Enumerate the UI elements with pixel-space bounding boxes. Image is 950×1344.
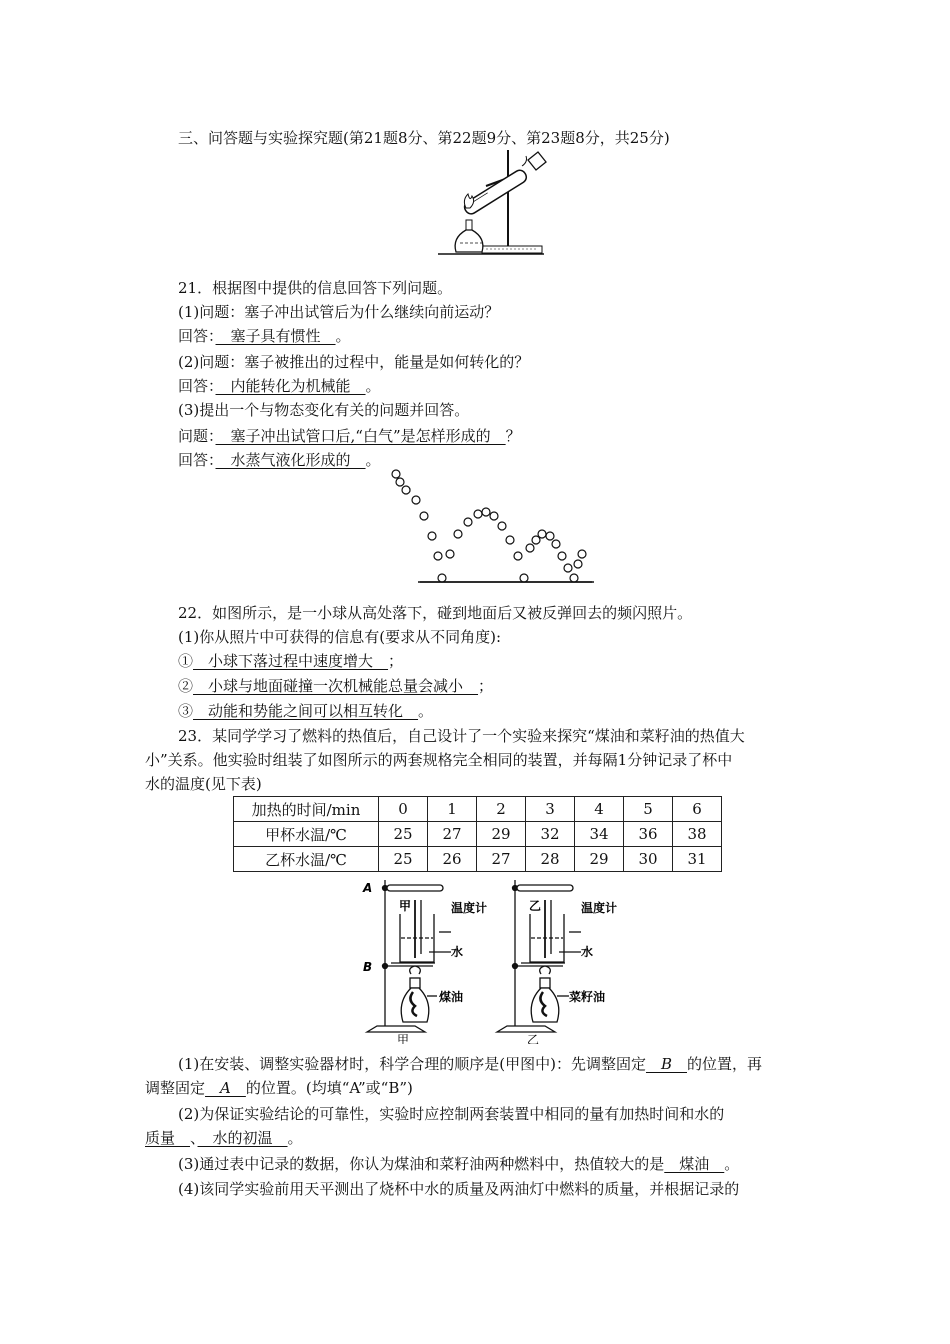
answer-text: 小球下落过程中速度增大 [193, 652, 389, 670]
label-thermometer-yi: 温度计 [581, 901, 618, 915]
label-kerosene: 煤油 [439, 990, 464, 1004]
label-water-yi: 水 [581, 945, 594, 959]
q23-stem-line3: 水的温度(见下表) [145, 775, 262, 793]
table-header-cell: 加热的时间/min [234, 797, 379, 822]
label-jia: 甲 [399, 899, 412, 913]
punctuation: ？ [505, 427, 521, 445]
q21-stem: 21．根据图中提供的信息回答下列问题。 [178, 279, 453, 297]
table-header-cell: 5 [624, 797, 673, 822]
answer-text: 小球与地面碰撞一次机械能总量会减小 [193, 677, 479, 695]
caption-yi: 乙 [527, 1033, 540, 1044]
punctuation: 。 [365, 377, 381, 395]
item-marker: ③ [178, 702, 194, 720]
punctuation: 。 [365, 451, 381, 469]
table-header-cell: 3 [526, 797, 575, 822]
question-text: 的位置。(均填“A”或“B”) [245, 1079, 413, 1097]
heating-apparatus-figure [355, 874, 645, 1044]
table-cell: 34 [575, 822, 624, 847]
answer-text: 水蒸气液化形成的 [215, 451, 366, 469]
label-thermometer-jia: 温度计 [451, 901, 488, 915]
q22-item-2 [178, 676, 493, 696]
question-text: 调整固定 [145, 1079, 206, 1097]
table-header-cell: 6 [673, 797, 722, 822]
question-text: 的位置，再 [687, 1055, 763, 1073]
section-heading: 三、问答题与实验探究题(第21题8分、第22题9分、第23题8分，共25分) [178, 129, 670, 147]
question-text: (1)在安装、调整实验器材时，科学合理的顺序是(甲图中)：先调整固定 [178, 1055, 646, 1073]
table-cell: 26 [428, 847, 477, 872]
table-cell: 30 [624, 847, 673, 872]
table-cell: 32 [526, 822, 575, 847]
label-yi: 乙 [529, 899, 542, 913]
q23-part1-line2 [145, 1078, 413, 1098]
table-cell: 36 [624, 822, 673, 847]
table-cell: 38 [673, 822, 722, 847]
q23-part2-line2 [145, 1128, 303, 1148]
table-cell: 31 [673, 847, 722, 872]
punctuation: ； [478, 677, 494, 695]
q21-part1-question: (1)问题：塞子冲出试管后为什么继续向前运动？ [178, 303, 500, 321]
q23-part3 [178, 1154, 739, 1174]
answer-text: 内能转化为机械能 [215, 377, 366, 395]
table-cell: 29 [477, 822, 526, 847]
answer-text: 塞子具有惯性 [215, 327, 336, 345]
label-water-jia: 水 [451, 945, 464, 959]
table-cell: 27 [428, 822, 477, 847]
answer-text: 质量 [145, 1129, 191, 1147]
q21-part1-answer-line [178, 326, 351, 346]
punctuation: 。 [418, 702, 434, 720]
punctuation: 。 [287, 1129, 303, 1147]
q22-item-1 [178, 651, 403, 671]
answer-label: 回答： [178, 377, 216, 395]
table-cell: 25 [379, 847, 428, 872]
table-cell: 乙杯水温/℃ [234, 847, 379, 872]
punctuation: ； [388, 652, 404, 670]
test-tube-figure [430, 148, 560, 260]
punctuation: 。 [335, 327, 351, 345]
q23-stem-line1: 23．某同学学习了燃料的热值后，自己设计了一个实验来探究“煤油和菜籽油的热值大 [178, 727, 745, 745]
caption-jia: 甲 [397, 1033, 410, 1044]
table-row [234, 847, 722, 872]
table-header-cell: 1 [428, 797, 477, 822]
q23-part2-line1: (2)为保证实验结论的可靠性，实验时应控制两套装置中相同的量有加热时间和水的 [178, 1105, 725, 1123]
label-B: B [363, 960, 373, 974]
table-cell: 27 [477, 847, 526, 872]
punctuation: 、 [190, 1129, 198, 1147]
table-cell: 29 [575, 847, 624, 872]
table-header-row [234, 797, 722, 822]
answer-text: 动能和势能之间可以相互转化 [193, 702, 419, 720]
q23-part1-line1 [178, 1054, 762, 1074]
answer-text: A [205, 1079, 246, 1097]
table-cell: 甲杯水温/℃ [234, 822, 379, 847]
ball-trajectory [380, 468, 600, 588]
question-label: 问题： [178, 427, 216, 445]
question-text: 塞子冲出试管口后,“白气”是怎样形成的 [215, 427, 506, 445]
question-text: (3)通过表中记录的数据，你认为煤油和菜籽油两种燃料中，热值较大的是 [178, 1155, 665, 1173]
q21-part3-question-line [178, 426, 521, 446]
answer-text: 水的初温 [197, 1129, 288, 1147]
q22-item-3 [178, 701, 433, 721]
q21-part3-question: (3)提出一个与物态变化有关的问题并回答。 [178, 401, 470, 419]
table-header-cell: 0 [379, 797, 428, 822]
table-row [234, 822, 722, 847]
answer-label: 回答： [178, 327, 216, 345]
q23-stem-line2: 小”关系。他实验时组装了如图所示的两套规格完全相同的装置，并每隔1分钟记录了杯中 [145, 751, 733, 769]
answer-text: 煤油 [664, 1155, 725, 1173]
label-A: A [363, 881, 373, 895]
punctuation: 。 [724, 1155, 740, 1173]
q22-part1: (1)你从照片中可获得的信息有(要求从不同角度): [178, 628, 502, 646]
table-header-cell: 2 [477, 797, 526, 822]
q21-part3-answer-line [178, 450, 381, 470]
table-header-cell: 4 [575, 797, 624, 822]
table-cell: 25 [379, 822, 428, 847]
item-marker: ① [178, 652, 194, 670]
q21-part2-answer-line [178, 376, 381, 396]
table-cell: 28 [526, 847, 575, 872]
answer-label: 回答： [178, 451, 216, 469]
temperature-table [233, 796, 722, 872]
label-rapeseed-oil: 菜籽油 [569, 990, 606, 1004]
item-marker: ② [178, 677, 194, 695]
q23-part4: (4)该同学实验前用天平测出了烧杯中水的质量及两油灯中燃料的质量，并根据记录的 [178, 1180, 740, 1198]
answer-text: B [645, 1055, 687, 1073]
q22-stem: 22．如图所示，是一小球从高处落下，碰到地面后又被反弹回去的频闪照片。 [178, 604, 693, 622]
q21-part2-question: (2)问题：塞子被推出的过程中，能量是如何转化的？ [178, 353, 530, 371]
